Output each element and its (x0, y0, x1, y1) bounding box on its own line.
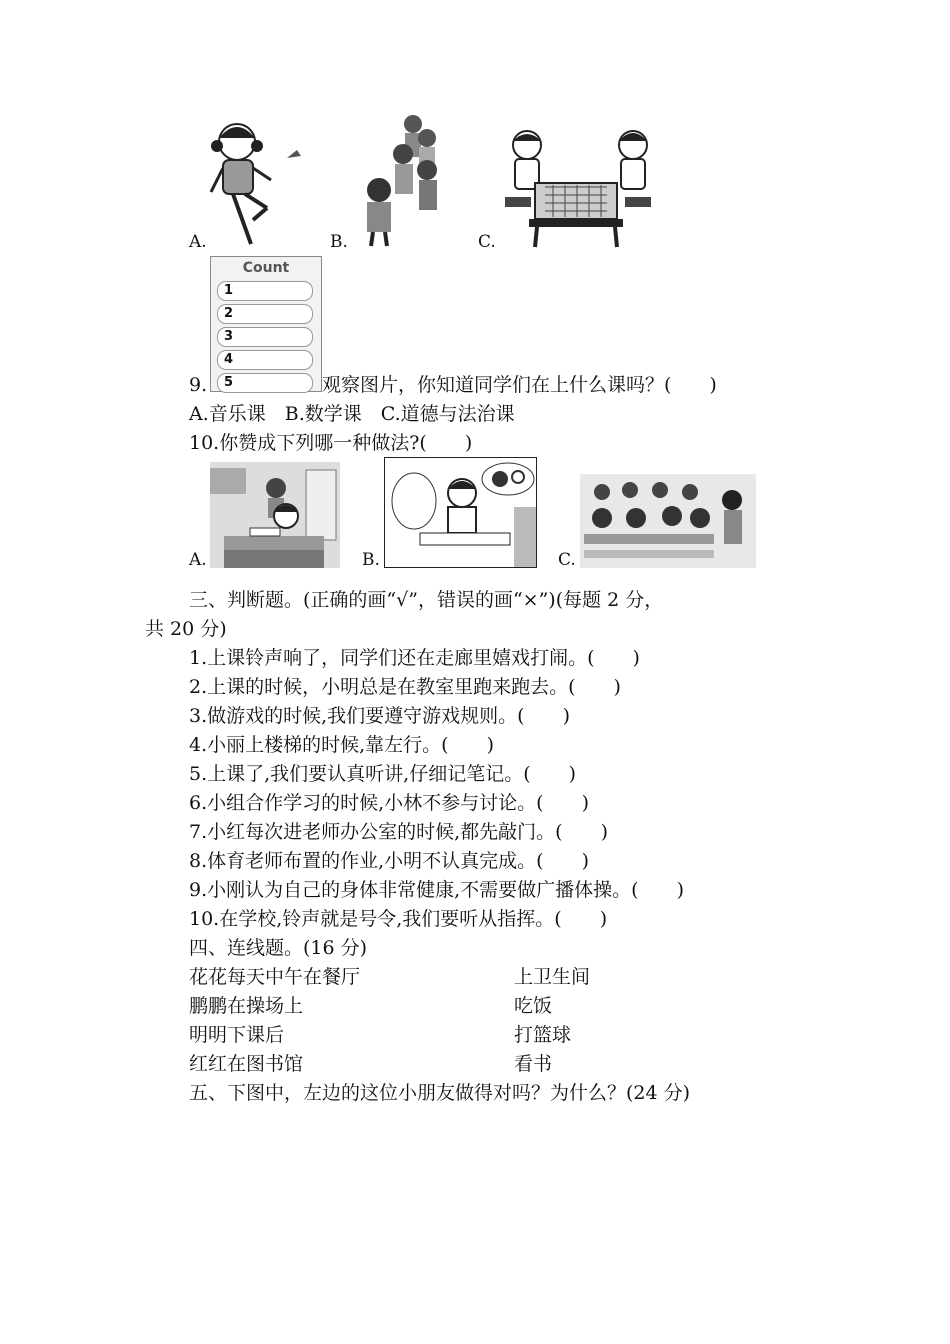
q8-image-children-queue (355, 112, 455, 247)
q9-poster-row: 4 (217, 350, 313, 370)
q10-option-b-label: B. (362, 550, 380, 570)
section4-heading: 四、连线题。(16 分) (189, 937, 368, 959)
q10-option-c-label: C. (558, 550, 576, 570)
q9-poster-row: 2 (217, 304, 313, 324)
q9-number: 9. (189, 374, 208, 396)
q8-image-girl-kicking-shuttlecock (205, 112, 315, 252)
q10-image-classroom-reading (210, 462, 340, 568)
section4-right-item: 吃饭 (514, 995, 553, 1017)
section3-item: 3.做游戏的时候,我们要遵守游戏规则。( ) (189, 705, 570, 727)
q9-choices: A.音乐课 B.数学课 C.道德与法治课 (189, 403, 515, 425)
section4-left-item: 明明下课后 (189, 1024, 285, 1046)
q10-option-a-label: A. (189, 550, 207, 570)
q8-option-c-label: C. (478, 232, 496, 252)
section3-item: 9.小刚认为自己的身体非常健康,不需要做广播体操。( ) (189, 879, 684, 901)
q8-option-b-label: B. (330, 232, 348, 252)
q9-poster-row: 3 (217, 327, 313, 347)
section3-item: 1.上课铃声响了，同学们还在走廊里嬉戏打闹。( ) (189, 647, 640, 669)
section3-item: 7.小红每次进老师办公室的时候,都先敲门。( ) (189, 821, 608, 843)
section3-item: 8.体育老师布置的作业,小明不认真完成。( ) (189, 850, 589, 872)
section3-item: 5.上课了,我们要认真听讲,仔细记笔记。( ) (189, 763, 577, 785)
q9-poster-title: Count (242, 260, 290, 276)
q10-image-class-discussion (580, 474, 756, 568)
section4-right-item: 打篮球 (514, 1024, 572, 1046)
section4-right-item: 上卫生间 (514, 966, 591, 988)
section3-item: 4.小丽上楼梯的时候,靠左行。( ) (189, 734, 494, 756)
q9-question: 观察图片，你知道同学们在上什么课吗？( ) (322, 374, 717, 396)
q9-poster-row: 5 (217, 373, 313, 393)
section3-heading-line1: 三、判断题。(正确的画“√”，错误的画“×”)(每题 2 分， (189, 589, 664, 611)
q8-image-boys-playing-chess (495, 125, 655, 250)
section4-right-item: 看书 (514, 1053, 553, 1075)
section3-item: 6.小组合作学习的时候,小林不参与讨论。( ) (189, 792, 589, 814)
q10-image-boy-daydreaming (384, 457, 537, 568)
q9-poster-row: 1 (217, 281, 313, 301)
q10-question: 10.你赞成下列哪一种做法?( ) (189, 432, 473, 454)
section3-item: 10.在学校,铃声就是号令,我们要听从指挥。( ) (189, 908, 608, 930)
section3-heading-line2: 共 20 分) (145, 618, 227, 640)
q9-image-count-poster (210, 256, 322, 392)
q9-poster-rows (217, 281, 313, 396)
section4-left-item: 鹏鹏在操场上 (189, 995, 304, 1017)
section4-left-item: 红红在图书馆 (189, 1053, 304, 1075)
q8-option-a-label: A. (189, 232, 207, 252)
section3-item: 2.上课的时候，小明总是在教室里跑来跑去。( ) (189, 676, 621, 698)
section4-left-item: 花花每天中午在餐厅 (189, 966, 361, 988)
section5-heading: 五、下图中，左边的这位小朋友做得对吗？为什么？(24 分) (189, 1082, 691, 1104)
